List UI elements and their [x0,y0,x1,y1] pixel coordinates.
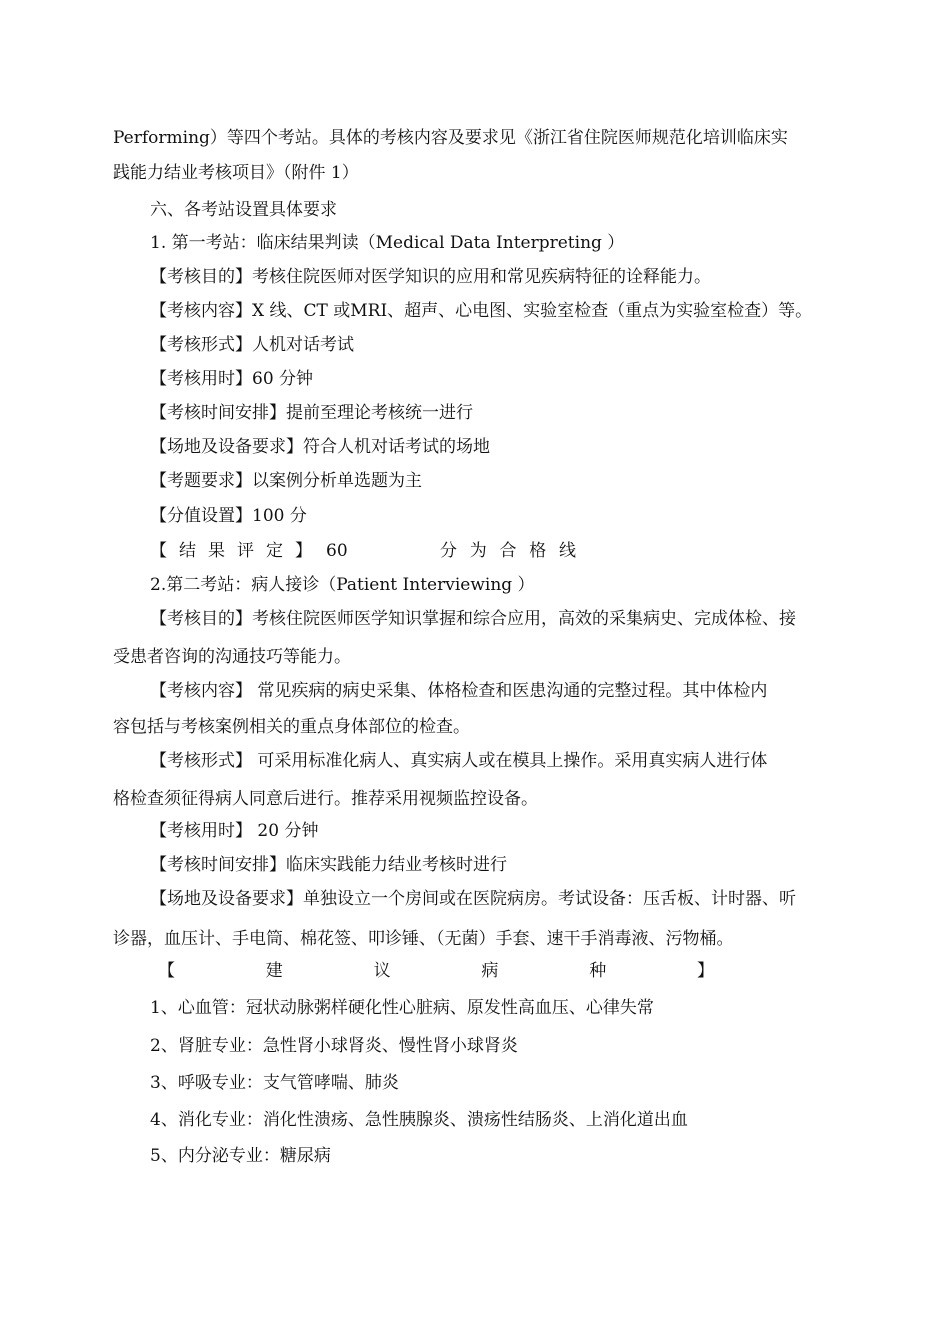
station1-question-req: 【考题要求】以案例分析单选题为主 [150,471,422,491]
station1-duration: 【考核用时】60 分钟 [150,369,314,389]
station2-purpose-line-2: 受患者咨询的沟通技巧等能力。 [113,647,351,667]
result-char: 结 [179,541,196,561]
heading-bracket-close: 】 [696,961,714,981]
result-char: 果 [208,541,225,561]
station1-schedule: 【考核时间安排】提前至理论考核统一进行 [150,403,473,423]
intro-line-1: Performing）等四个考站。具体的考核内容及要求见《浙江省住院医师规范化培训临床实 [113,128,788,148]
station1-content: 【考核内容】X 线、CT 或MRI、超声、心电图、实验室检查（重点为实验室检查）等。 [150,301,813,321]
disease-item-cardiovascular: 1、心血管：冠状动脉粥样硬化性心脏病、原发性高血压、心律失常 [150,998,654,1018]
disease-item-endocrine: 5、内分泌专业：糖尿病 [150,1146,331,1166]
result-bracket-open: 【 [150,541,167,561]
heading-char: 建 [265,961,283,981]
result-char: 评 [237,541,254,561]
station2-heading: 2.第二考站：病人接诊（Patient Interviewing ） [150,575,535,595]
station1-score: 【分值设置】100 分 [150,506,307,526]
station2-content-line-2: 容包括与考核案例相关的重点身体部位的检查。 [113,717,470,737]
station1-form: 【考核形式】人机对话考试 [150,335,354,355]
station2-content-line-1: 【考核内容】 常见疾病的病史采集、体格检查和医患沟通的完整过程。其中体检内 [150,681,768,701]
disease-item-digestive: 4、消化专业：消化性溃疡、急性胰腺炎、溃疡性结肠炎、上消化道出血 [150,1110,688,1130]
intro-line-2: 践能力结业考核项目》（附件 1） [113,163,359,183]
result-score-value: 60 [326,541,348,561]
station1-venue: 【场地及设备要求】符合人机对话考试的场地 [150,437,490,457]
result-bracket-close: 】 [295,541,312,561]
station2-duration: 【考核用时】 20 分钟 [150,821,319,841]
heading-char: 病 [481,961,499,981]
result-char: 合 [499,541,517,561]
heading-bracket-open: 【 [158,961,175,981]
station2-schedule: 【考核时间安排】临床实践能力结业考核时进行 [150,855,507,875]
station2-venue-line-2: 诊器，血压计、手电筒、棉花签、叩诊锤、（无菌）手套、速干手消毒液、污物桶。 [113,929,734,949]
disease-item-respiratory: 3、呼吸专业：支气管哮喘、肺炎 [150,1073,399,1093]
heading-char: 种 [589,961,607,981]
result-char: 分 [440,541,457,561]
result-char: 为 [469,541,487,561]
heading-char: 议 [373,961,391,981]
disease-item-renal: 2、肾脏专业：急性肾小球肾炎、慢性肾小球肾炎 [150,1036,518,1056]
result-char: 定 [266,541,283,561]
station1-purpose: 【考核目的】考核住院医师对医学知识的应用和常见疾病特征的诠释能力。 [150,267,711,287]
suggested-diseases-heading [158,960,714,982]
result-char: 格 [529,541,547,561]
station2-form-line-1: 【考核形式】 可采用标准化病人、真实病人或在模具上操作。采用真实病人进行体 [150,751,768,771]
station2-purpose-line-1: 【考核目的】考核住院医师医学知识掌握和综合应用，高效的采集病史、完成体检、接 [150,609,796,629]
section-heading: 六、各考站设置具体要求 [150,200,337,220]
station1-heading: 1. 第一考站：临床结果判读（Medical Data Interpreting ） [150,233,625,253]
station2-venue-line-1: 【场地及设备要求】单独设立一个房间或在医院病房。考试设备：压舌板、计时器、听 [150,889,796,909]
station2-form-line-2: 格检查须征得病人同意后进行。推荐采用视频监控设备。 [113,789,538,809]
result-char: 线 [559,541,576,561]
